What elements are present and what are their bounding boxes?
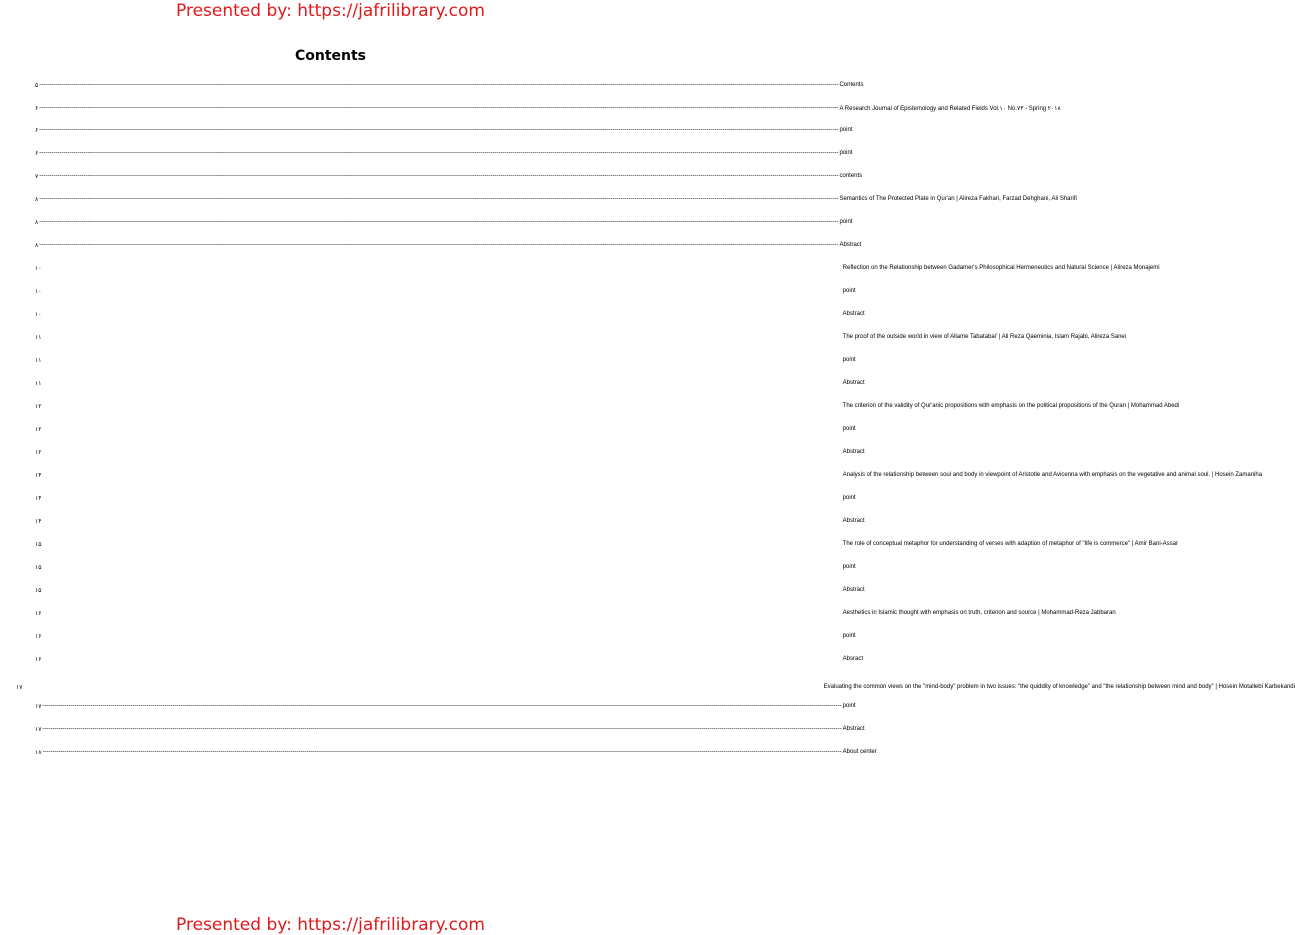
toc-page-number: ۸ <box>35 218 39 226</box>
toc-leader-dots <box>42 472 841 478</box>
toc-leader-dots <box>42 518 841 524</box>
toc-page-number: ۱۷ <box>16 683 23 691</box>
toc-row[interactable] <box>35 170 863 182</box>
toc-row[interactable] <box>35 124 853 136</box>
toc-page-number: ۱۰ <box>35 264 42 272</box>
toc-row[interactable] <box>35 423 856 435</box>
toc-page-number: ۱۴ <box>35 494 42 502</box>
toc-row[interactable] <box>35 492 856 504</box>
toc-entry-link[interactable]: contents <box>839 173 863 179</box>
toc-row[interactable] <box>35 469 1263 481</box>
toc-leader-dots: ---------------------------------------------------------------------------------------------------------------------------------------------------------------------------------------------------------------------------------------------------------------------------------------------------------------------------------------------------------------------------------------------------------------- <box>39 196 839 202</box>
toc-leader-dots: ---------------------------------------------------------------------------------------------------------------------------------------------------------------------------------------------------------------------------------------------------------------------------------------------------------------------------------------------------------------------------------------------------------------- <box>39 82 839 88</box>
toc-page-number: ۱۵ <box>35 563 42 571</box>
toc-page-number: ۱۵ <box>35 540 42 548</box>
toc-row[interactable] <box>35 79 864 91</box>
toc-row[interactable] <box>35 746 877 758</box>
toc-row[interactable] <box>35 331 1127 343</box>
toc-leader-dots <box>42 564 841 570</box>
toc-page-number: ۱۶ <box>35 655 42 663</box>
toc-entry-link[interactable]: Semantics of The Protected Plate in Qur'an | Alireza Fakhari, Farzad Dehghani, Ali Sharifi <box>839 196 1077 202</box>
toc-entry-link[interactable]: Abstract <box>842 311 865 317</box>
toc-leader-dots <box>42 403 841 409</box>
toc-page-number: ۱۴ <box>35 471 42 479</box>
toc-row[interactable] <box>35 377 865 389</box>
toc-leader-dots <box>42 449 841 455</box>
toc-entry-link[interactable]: Abstract <box>842 726 865 732</box>
toc-entry-link[interactable]: point <box>842 357 856 363</box>
toc-row[interactable] <box>35 561 856 573</box>
toc-entry-link[interactable]: point <box>842 703 856 709</box>
toc-row[interactable] <box>35 700 856 712</box>
toc-row[interactable] <box>35 147 853 159</box>
toc-leader-dots <box>42 587 841 593</box>
toc-entry-link[interactable]: Reflection on the Relationship between Gadamer's Philosophical Hermeneutics and Natural Science | Alireza Monajemi <box>842 265 1160 271</box>
toc-leader-dots <box>42 610 841 616</box>
toc-entry-link[interactable]: The role of conceptual metaphor for understanding of verses with adaption of metaphor of "life is commerce" | Amir Bani-Assar <box>842 541 1178 547</box>
toc-page-number: ۸ <box>35 195 39 203</box>
toc-row[interactable] <box>35 354 856 366</box>
toc-entry-link[interactable]: About center <box>842 749 877 755</box>
toc-leader-dots <box>42 311 841 317</box>
toc-entry-link[interactable]: point <box>842 633 856 639</box>
page-title: Contents <box>294 48 367 64</box>
toc-entry-link[interactable]: point <box>839 127 853 133</box>
toc-page-number: ۱۱ <box>35 333 42 341</box>
toc-leader-dots: ---------------------------------------------------------------------------------------------------------------------------------------------------------------------------------------------------------------------------------------------------------------------------------------------------------------------------------------------------------------------------------------------------------------- <box>39 127 839 133</box>
toc-page-number: ۸ <box>35 241 39 249</box>
toc-entry-link[interactable]: point <box>842 426 856 432</box>
toc-page-number: ۱۱ <box>35 379 42 387</box>
toc-leader-dots: ---------------------------------------------------------------------------------------------------------------------------------------------------------------------------------------------------------------------------------------------------------------------------------------------------------------------------------------------------------------------------------------------------------------- <box>39 242 839 248</box>
toc-entry-link[interactable]: Abstract <box>842 587 865 593</box>
toc-page-number: ۱۶ <box>35 609 42 617</box>
toc-leader-dots: ---------------------------------------------------------------------------------------------------------------------------------------------------------------------------------------------------------------------------------------------------------------------------------------------------------------------------------------------------------------------------------------------------------------- <box>39 173 839 179</box>
toc-entry-link[interactable]: Analysis of the relationship between soul and body in viewpoint of Aristotle and Avicenna with emphasis on the vegetative and animal soul. | Hosein Zamaniha <box>842 472 1263 478</box>
toc-page-number: ۵ <box>35 81 39 89</box>
toc-row[interactable] <box>35 607 1116 619</box>
toc-leader-dots: ---------------------------------------------------------------------------------------------------------------------------------------------------------------------------------------------------------------------------------------------------------------------------------------------------------------------------------------------------------------------------------------------------------------- <box>42 749 842 755</box>
toc-leader-dots <box>23 684 822 690</box>
toc-row[interactable] <box>35 308 865 320</box>
toc-row[interactable] <box>35 515 865 527</box>
toc-leader-dots <box>42 656 841 662</box>
toc-row[interactable] <box>35 216 853 228</box>
toc-page-number: ۱۷ <box>35 702 42 710</box>
toc-row[interactable] <box>35 584 865 596</box>
toc-page-number: ۶ <box>35 149 39 157</box>
toc-entry-link[interactable]: Abstract <box>842 380 865 386</box>
toc-leader-dots <box>42 265 841 271</box>
watermark-bottom: Presented by: https://jafrilibrary.com <box>176 915 485 935</box>
toc-leader-dots: ---------------------------------------------------------------------------------------------------------------------------------------------------------------------------------------------------------------------------------------------------------------------------------------------------------------------------------------------------------------------------------------------------------------- <box>39 219 839 225</box>
toc-entry-link[interactable]: A Research Journal of Epistemology and Related Fields Vol.۱۰ No.۷۳ - Spring ۲۰۱۸ <box>839 105 1061 112</box>
toc-entry-link[interactable]: Evaluating the common views on the "mind-body" problem in two issues: "the quiddity of knowledge" and "the relationship between mind and body" | Hosein Motallebi Karbekandi <box>823 684 1295 690</box>
toc-row[interactable] <box>35 400 1180 412</box>
toc-entry-link[interactable]: Contents <box>839 82 864 88</box>
toc-row[interactable] <box>35 262 1160 274</box>
watermark-top: Presented by: https://jafrilibrary.com <box>176 1 485 21</box>
toc-leader-dots <box>42 357 841 363</box>
toc-page-number: ۱۸ <box>35 748 42 756</box>
toc-page-number: ۱۶ <box>35 632 42 640</box>
toc-page-number: ۱۲ <box>35 402 42 410</box>
toc-page-number: ۷ <box>35 172 39 180</box>
toc-leader-dots <box>42 380 841 386</box>
toc-row[interactable] <box>35 653 864 665</box>
toc-entry-link[interactable]: Abstract <box>842 449 865 455</box>
toc-page-number: ۱۴ <box>35 517 42 525</box>
toc-row[interactable] <box>35 193 1077 205</box>
toc-page-number: ۶ <box>35 126 39 134</box>
toc-page-number: ۶ <box>35 104 39 112</box>
toc-row[interactable] <box>35 285 856 297</box>
toc-page-number: ۱۵ <box>35 586 42 594</box>
toc-row[interactable] <box>16 681 1295 693</box>
toc-page-number: ۱۱ <box>35 356 42 364</box>
toc-row[interactable] <box>35 102 1061 114</box>
toc-leader-dots <box>42 495 841 501</box>
toc-leader-dots <box>42 541 841 547</box>
toc-page-number: ۱۰ <box>35 287 42 295</box>
toc-entry-link[interactable]: point <box>842 564 856 570</box>
toc-entry-link[interactable]: Aesthetics in Islamic thought with emphasis on truth, criterion and source | Mohammad-Reza Jabbaran <box>842 610 1116 616</box>
toc-entry-link[interactable]: point <box>842 495 856 501</box>
toc-row[interactable] <box>35 723 865 735</box>
toc-leader-dots: ---------------------------------------------------------------------------------------------------------------------------------------------------------------------------------------------------------------------------------------------------------------------------------------------------------------------------------------------------------------------------------------------------------------- <box>39 150 839 156</box>
toc-row[interactable] <box>35 239 862 251</box>
toc-page-number: ۱۰ <box>35 310 42 318</box>
toc-entry-link[interactable]: The proof of the outside world in view of Allame Tabatabai' | Ali Reza Qaeminia, Islam Rajabi, Alireza Sanei <box>842 334 1127 340</box>
toc-entry-link[interactable]: point <box>842 288 856 294</box>
toc-entry-link[interactable]: point <box>839 150 853 156</box>
toc-entry-link[interactable]: Absract <box>842 656 864 662</box>
toc-leader-dots <box>42 633 841 639</box>
toc-row[interactable] <box>35 630 856 642</box>
toc-entry-link[interactable]: Abstract <box>842 518 865 524</box>
toc-leader-dots: ---------------------------------------------------------------------------------------------------------------------------------------------------------------------------------------------------------------------------------------------------------------------------------------------------------------------------------------------------------------------------------------------------------------- <box>42 726 842 732</box>
toc-entry-link[interactable]: point <box>839 219 853 225</box>
toc-page-number: ۱۲ <box>35 448 42 456</box>
toc-leader-dots <box>42 426 841 432</box>
toc-leader-dots: ---------------------------------------------------------------------------------------------------------------------------------------------------------------------------------------------------------------------------------------------------------------------------------------------------------------------------------------------------------------------------------------------------------------- <box>42 703 842 709</box>
toc-entry-link[interactable]: Abstract <box>839 242 862 248</box>
toc-leader-dots <box>42 288 841 294</box>
toc-page-number: ۱۲ <box>35 425 42 433</box>
toc-row[interactable] <box>35 446 865 458</box>
toc-row[interactable] <box>35 538 1178 550</box>
toc-leader-dots <box>42 334 841 340</box>
toc-leader-dots: ---------------------------------------------------------------------------------------------------------------------------------------------------------------------------------------------------------------------------------------------------------------------------------------------------------------------------------------------------------------------------------------------------------------- <box>39 105 839 111</box>
toc-entry-link[interactable]: The criterion of the validity of Qur'anic propositions with emphasis on the political propositions of the Quran | Mohammad Abedi <box>842 403 1180 409</box>
toc-page-number: ۱۷ <box>35 725 42 733</box>
